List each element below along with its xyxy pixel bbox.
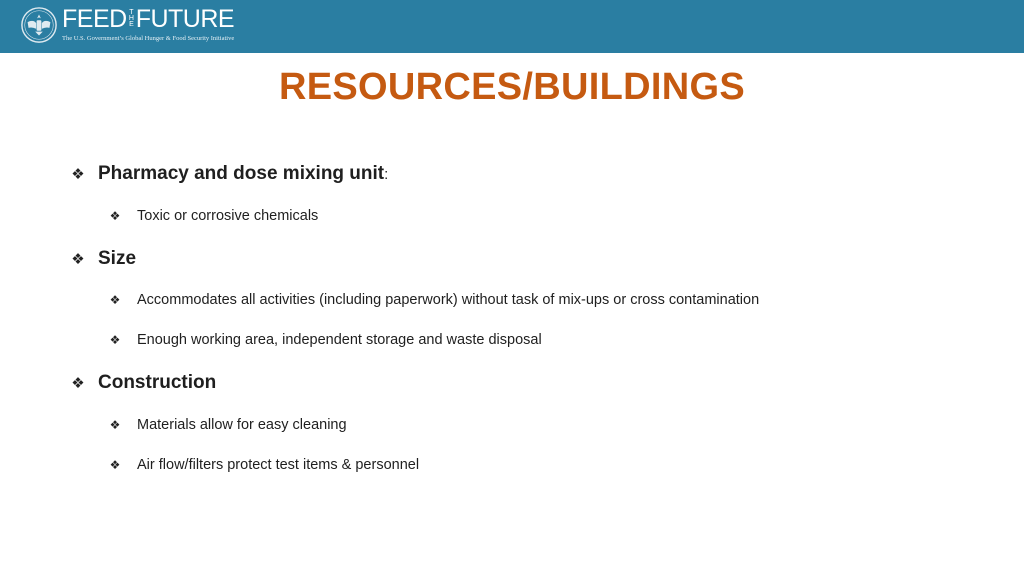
list-item-text: Enough working area, independent storage and waste disposal <box>137 332 542 348</box>
section-heading-text: Pharmacy and dose mixing unit <box>98 163 385 184</box>
list-item-text: Accommodates all activities (including paperwork) without task of mix-ups or cross contamination <box>137 292 760 308</box>
list-item <box>107 208 318 224</box>
brand-the: THE <box>128 9 134 28</box>
list-item-text: Materials allow for easy cleaning <box>137 417 347 433</box>
section-heading-size <box>70 248 136 270</box>
bullet-icon: ❖ <box>109 418 121 432</box>
section-heading-pharmacy <box>70 163 388 185</box>
brand-future: FUTURE <box>135 5 235 33</box>
list-item <box>107 292 759 308</box>
bullet-icon: ❖ <box>71 375 85 392</box>
section-heading-suffix: : <box>384 165 389 183</box>
brand-feed: FEED <box>62 5 127 33</box>
bullet-icon: ❖ <box>71 166 85 183</box>
slide-title: RESOURCES/BUILDINGS <box>279 66 745 108</box>
list-item-text: Toxic or corrosive chemicals <box>137 208 319 224</box>
bullet-icon: ❖ <box>109 333 121 347</box>
bullet-icon: ❖ <box>109 209 121 223</box>
bullet-icon: ❖ <box>109 458 121 472</box>
bullet-icon: ❖ <box>109 293 121 307</box>
section-heading-construction <box>70 372 216 394</box>
list-item <box>107 457 419 473</box>
list-item-text: Air flow/filters protect test items & personnel <box>137 457 420 473</box>
tagline: The U.S. Government’s Global Hunger & Food Security Initiative <box>62 35 235 42</box>
list-item <box>107 332 542 348</box>
list-item <box>107 417 347 433</box>
section-heading-text: Size <box>98 248 137 269</box>
section-heading-text: Construction <box>98 372 217 393</box>
bullet-icon: ❖ <box>71 251 85 268</box>
